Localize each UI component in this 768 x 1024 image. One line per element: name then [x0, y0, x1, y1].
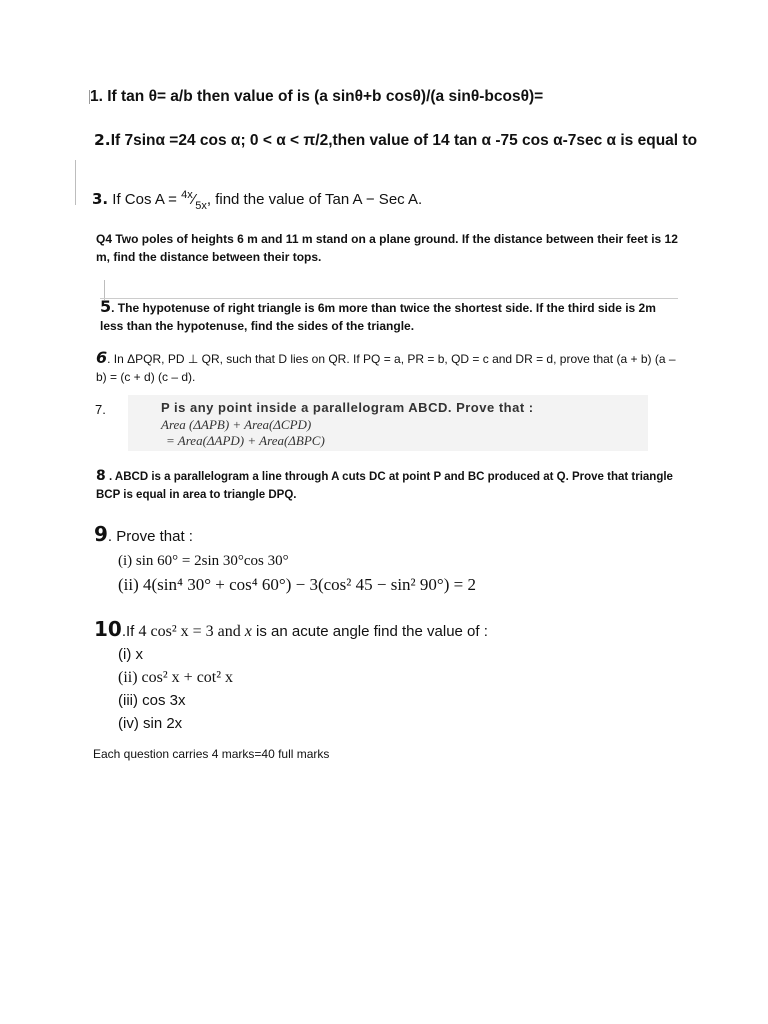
- question-5-text: . The hypotenuse of right triangle is 6m more than twice the shortest side. If the third side is 2m less than the hypotenuse, find the sides of the triangle.: [100, 301, 656, 333]
- question-3-text-b: , find the value of Tan A − Sec A.: [206, 191, 423, 208]
- question-3-fraction-numerator: 4x: [181, 189, 193, 201]
- question-7-number: 7.: [95, 402, 106, 417]
- question-8-text: . ABCD is a parallelogram a line through A cuts DC at point P and BC produced at Q. Prove that triangle BCP is equal in area to triangle DPQ.: [96, 471, 673, 501]
- question-10-intro-b: is an acute angle find the value of :: [251, 623, 488, 640]
- question-10-expression: 4 cos² x = 3: [138, 623, 214, 640]
- question-5: [100, 298, 680, 335]
- question-10-intro-a: .If: [121, 623, 139, 640]
- question-7-image-box: [128, 395, 648, 451]
- question-10-part-i: (i) x: [118, 646, 143, 663]
- question-7-line-3: = Area(ΔAPD) + Area(ΔBPC): [166, 433, 325, 448]
- question-1-number: 1.: [90, 88, 103, 105]
- question-7-line-1: P is any point inside a parallelogram ABCD. Prove that :: [161, 400, 534, 415]
- question-9: [94, 522, 476, 597]
- question-2: [94, 131, 697, 150]
- question-5-number: 5: [100, 297, 112, 316]
- question-1: [90, 88, 543, 106]
- question-1-text: If tan θ= a/b then value of is (a sinθ+b cosθ)/(a sinθ-bcosθ)=: [102, 88, 544, 105]
- question-10-part-ii: (ii) cos² x + cot² x: [118, 669, 234, 686]
- question-6-text: . In ΔPQR, PD ⊥ QR, such that D lies on QR. If PQ = a, PR = b, QD = c and DR = d, prove that (a + b) (a – b) = (c + d) (c – d).: [96, 352, 676, 384]
- question-6-number: 6: [96, 348, 108, 367]
- question-4: [96, 230, 686, 266]
- question-10-number: 10: [94, 617, 122, 641]
- question-8: [96, 467, 676, 504]
- question-9-intro: . Prove that :: [107, 528, 193, 545]
- question-2-text: If 7sinα =24 cos α; 0 < α < π/2,then value of 14 tan α -75 cos α-7sec α is equal to: [110, 132, 698, 149]
- question-4-text: Two poles of heights 6 m and 11 m stand on a plane ground. If the distance between their feet is 12 m, find the distance between their tops.: [96, 232, 678, 264]
- pen-mark-2: [75, 160, 76, 205]
- question-3-fraction-slash: ⁄: [192, 191, 196, 208]
- question-3: [92, 189, 423, 212]
- question-2-number: 2.: [94, 131, 111, 149]
- question-3-text-a: If Cos A =: [108, 191, 182, 208]
- question-3-number: 3.: [92, 190, 109, 208]
- question-9-part-ii: (ii) 4(sin⁴ 30° + cos⁴ 60°) − 3(cos² 45 − sin² 90°) = 2: [118, 575, 476, 594]
- question-6: [96, 349, 676, 386]
- question-10-variable: x: [244, 623, 252, 640]
- question-8-number: 8: [96, 468, 106, 484]
- question-7-line-2: Area (ΔAPB) + Area(ΔCPD): [161, 417, 312, 432]
- question-3-fraction-denominator: 5x: [195, 200, 207, 212]
- question-9-part-i: (i) sin 60° = 2sin 30°cos 30°: [118, 553, 289, 569]
- question-10: [94, 618, 488, 735]
- question-10-part-iv: (iv) sin 2x: [118, 715, 183, 732]
- question-4-number: Q4: [96, 232, 113, 246]
- question-10-part-iii: (iii) cos 3x: [118, 692, 186, 709]
- marks-footer: Each question carries 4 marks=40 full marks: [93, 747, 330, 761]
- question-9-number: 9: [94, 522, 108, 546]
- question-10-and: and: [213, 623, 245, 640]
